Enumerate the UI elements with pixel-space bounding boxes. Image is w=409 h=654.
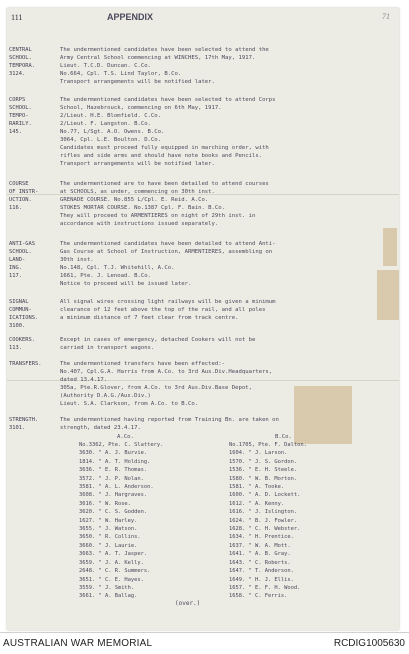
margin-note: CORPS: [9, 97, 26, 103]
roll-entry: 3651. " C. E. Hayes.: [79, 576, 144, 583]
archive-reference: RCDIG1005630: [333, 638, 405, 649]
roll-entry: 1536. " E. H. Steele.: [229, 467, 298, 474]
text-line: Lieut. T.C.D. Duncan. C.Co.: [60, 63, 151, 69]
margin-note: SCHOOL.: [9, 105, 32, 111]
margin-note: STRENGTH.: [9, 417, 39, 423]
margin-note: OF INSTR-: [9, 189, 39, 195]
roll-entry: 3581. " A. L. Anderson.: [79, 484, 154, 491]
roll-list-b-company: [229, 441, 307, 601]
roll-entry: 3630. " A. J. Burvie.: [79, 450, 148, 457]
roll-entry: 1657. " E. F. H. Wood.: [229, 584, 301, 591]
continuation-note: (over.): [175, 600, 201, 607]
text-line: 3064, Cpl. L.E. Boulton. D.Co.: [60, 137, 162, 143]
roll-entry: 3663. " A. T. Jasper.: [79, 551, 148, 558]
margin-note: RARILY.: [9, 121, 32, 127]
text-line: The undermentioned having reported from Training Bn. are taken on: [60, 417, 279, 423]
text-line: 2/Lieut. H.E. Blomfield. C.Co.: [60, 113, 162, 119]
margin-note: SCHOOL.: [9, 249, 32, 255]
margin-note: 145.: [9, 129, 22, 135]
roll-list-a-company: [79, 441, 163, 601]
text-line: a minimum distance of 7 feet clear from track centre.: [60, 315, 239, 321]
margin-note: TEMPO-: [9, 113, 29, 119]
document-page: [7, 8, 399, 630]
roll-entry: 1641. " A. B. Gray.: [229, 551, 291, 558]
text-line: Except in cases of emergency, detached Cookers will not be: [60, 337, 256, 343]
roll-entry: 1649. " H. J. Ellis.: [229, 576, 294, 583]
roll-entry: 1658. " C. Ferris.: [229, 593, 288, 600]
roll-entry: 1627. " W. Harley.: [79, 517, 138, 524]
margin-note: CENTRAL: [9, 47, 32, 53]
text-line: carried in transport wagons.: [60, 345, 155, 351]
roll-entry: 2648. " C. R. Summers.: [79, 568, 151, 575]
text-line: Candidates must proceed fully equipped in marching order, with: [60, 145, 269, 151]
text-line: Transport arrangements will be notified later.: [60, 161, 215, 167]
text-line: Army Central School commencing at WINCHES, 17th May, 1917.: [60, 55, 256, 61]
roll-entry: 1643. " C. Roberts.: [229, 559, 291, 566]
text-line: Notice to proceed will be issued later.: [60, 281, 192, 287]
margin-note: COURSE: [9, 181, 29, 187]
corner-mark: 71: [382, 12, 390, 21]
margin-note: TRANSFERS.: [9, 361, 42, 367]
document-title: APPENDIX: [107, 12, 154, 22]
roll-entry: 1814. " A. T. Holding.: [79, 458, 151, 465]
roll-entry: 1634. " H. Prentice.: [229, 534, 294, 541]
text-line: Transport arrangements will be notified later.: [60, 79, 215, 85]
margin-note: 117.: [9, 273, 22, 279]
roll-entry: 1580. " W. B. Morton.: [229, 475, 298, 482]
tape-mark: [383, 228, 397, 266]
text-line: GRENADE COURSE. No.855 L/Cpl. E. Reid. A.Co.: [60, 197, 209, 203]
archive-footer: [0, 632, 409, 654]
text-line: strength, dated 23.4.17.: [60, 425, 141, 431]
margin-note: ICATIONS.: [9, 315, 39, 321]
roll-entry: No.3362, Pte. C. Slattery.: [79, 442, 164, 448]
roll-entry: No.1705, Pte. F. Dalton.: [229, 442, 307, 448]
text-line: 305a, Pte.R.Glover, from A.Co. to 3rd Aus.Div.Base Depot,: [60, 385, 252, 391]
text-line: The undermentioned candidates have been detailed to attend Anti-: [60, 241, 276, 247]
column-header-a-company: A.Co.: [117, 434, 134, 440]
text-line: (Authority D.A.G./Aus.Div.): [60, 393, 151, 399]
roll-entry: 1612. " A. Kenny.: [229, 500, 285, 507]
roll-entry: 3659. " J. A. Kelly.: [79, 559, 144, 566]
roll-entry: 3660. " J. Laurie.: [79, 542, 138, 549]
margin-note: 3124.: [9, 71, 26, 77]
text-line: at SCHOOLS, as under, commencing on 30th inst.: [60, 189, 215, 195]
roll-entry: 3572. " J. P. Nolan.: [79, 475, 144, 482]
margin-note: LAND-: [9, 257, 26, 263]
margin-note: SCHOOL.: [9, 55, 32, 61]
roll-entry: 3655. " J. Watson.: [79, 526, 138, 533]
text-line: All signal wires crossing light railways will be given a minimum: [60, 299, 276, 305]
margin-note: SIGNAL: [9, 299, 29, 305]
text-line: School, Hazebrouck, commencing on 6th May, 1917.: [60, 105, 222, 111]
roll-entry: 1624. " B. J. Fowler.: [229, 517, 298, 524]
roll-entry: 1647. " T. Anderson.: [229, 568, 294, 575]
text-line: dated 13.4.17.: [60, 377, 108, 383]
roll-entry: 3616. " W. Rose.: [79, 500, 131, 507]
roll-entry: 3559. " J. Smith.: [79, 584, 135, 591]
text-line: No.664, Cpl. T.S. Lind Taylor, B.Co.: [60, 71, 182, 77]
roll-entry: 3608. " J. Hargraves.: [79, 492, 148, 499]
text-line: No.77, L/Sgt. A.O. Owens. B.Co.: [60, 129, 165, 135]
text-line: No.148, Cpl. T.J. Whitehill, A.Co.: [60, 265, 175, 271]
roll-entry: 1604. " J. Larson.: [229, 450, 288, 457]
roll-entry: 1570. " J. S. Gordon.: [229, 458, 298, 465]
text-line: 1661, Pte. J. Lenoad. B.Co.: [60, 273, 151, 279]
margin-note: COMMUN-: [9, 307, 32, 313]
archive-name: AUSTRALIAN WAR MEMORIAL: [3, 638, 153, 649]
text-line: 30th inst.: [60, 257, 94, 263]
roll-entry: 1637. " W. A. Mott.: [229, 542, 291, 549]
roll-entry: 3636. " E. R. Thomas.: [79, 467, 148, 474]
text-line: No.407, Cpl.G.A. Harris from A.Co. to 3rd Aus.Div.Headquarters,: [60, 369, 273, 375]
text-line: 2/Lieut. F. Langston. B.Co.: [60, 121, 151, 127]
roll-entry: 1616. " J. Islington.: [229, 509, 298, 516]
margin-note: 3101.: [9, 425, 26, 431]
roll-entry: 1628. " C. H. Webster.: [229, 526, 301, 533]
text-line: Lieut. S.A. Clarkson, from A.Co. to B.Co.: [60, 401, 199, 407]
text-line: The undermentioned are to have been detailed to attend courses: [60, 181, 269, 187]
text-line: STOKES MORTAR COURSE. No.1387 Cpl. F. Bain. B.Co.: [60, 205, 226, 211]
roll-entry: 3661. " A. Ballag.: [79, 593, 138, 600]
text-line: The undermentioned candidates have been selected to attend the: [60, 47, 269, 53]
roll-entry: 1581. " A. Tooke.: [229, 484, 285, 491]
text-line: accordance with instructions issued separately.: [60, 221, 219, 227]
margin-note: 3100.: [9, 323, 26, 329]
text-line: rifles and side arms and should have note books and Pencils.: [60, 153, 263, 159]
tape-mark: [377, 270, 399, 320]
page-number: 111: [11, 13, 23, 22]
margin-note: COOKERS.: [9, 337, 35, 343]
roll-entry: 3620. " C. S. Godden.: [79, 509, 148, 516]
margin-note: TEMPORA.: [9, 63, 35, 69]
roll-entry: 3650. " R. Collins.: [79, 534, 141, 541]
text-line: They will proceed to ARMENTIERES on night of 29th inst. in: [60, 213, 256, 219]
margin-note: ING.: [9, 265, 22, 271]
margin-note: 116.: [9, 205, 22, 211]
tape-mark: [294, 386, 352, 444]
margin-note: ANTI-GAS: [9, 241, 35, 247]
text-line: The undermentioned candidates have been selected to attend Corps: [60, 97, 276, 103]
text-line: Gas Course at School of Instruction, ARMENTIERES, assembling on: [60, 249, 273, 255]
roll-entry: 1600. " A. D. Lockett.: [229, 492, 301, 499]
text-line: clearance of 12 feet above the top of the rail, and all poles: [60, 307, 266, 313]
text-line: The undermentioned transfers have been effected:-: [60, 361, 226, 367]
margin-note: UCTION.: [9, 197, 32, 203]
margin-note: 113.: [9, 345, 22, 351]
column-header-b-company: B.Co.: [275, 434, 292, 440]
